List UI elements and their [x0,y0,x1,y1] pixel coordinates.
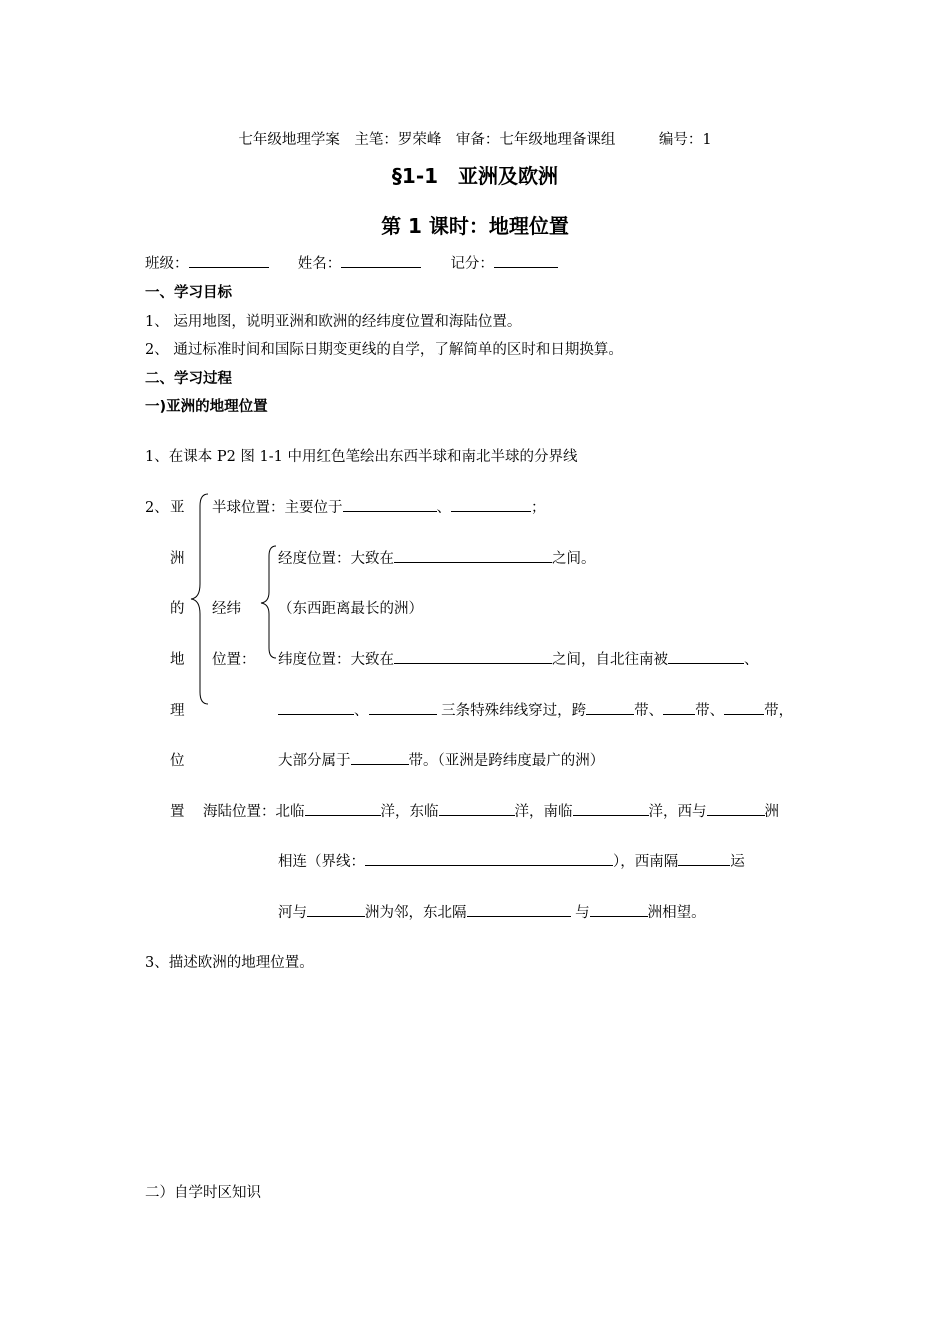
zone-blank-2[interactable] [663,700,695,715]
goal-item-2: 2、 通过标准时间和国际日期变更线的自学，了解简单的区时和日期换算。 [145,342,623,358]
vertical-char: 位 [170,753,185,769]
longitude-blank[interactable] [394,548,552,563]
vertical-char: 洲 [170,551,185,567]
hemisphere-blank-1[interactable] [343,497,437,512]
position-label: 位置： [212,652,256,668]
left-brace-icon [188,492,210,706]
east-ocean-blank[interactable] [439,801,515,816]
neighbor-continent-blank[interactable] [307,902,365,917]
goals-heading: 一、学习目标 [145,285,232,301]
longitude-note: （东西距离最长的洲） [278,601,423,617]
hemisphere-line: 半球位置：主要位于 、 ； [212,496,546,517]
small-brace-icon [258,544,278,660]
special-latitude-blank-2[interactable] [278,700,354,715]
sea-land-line-2: 相连（界线： ），西南隔 运 [278,850,745,871]
vertical-char: 的 [170,601,185,617]
timezone-subheading: 二）自学时区知识 [145,1185,261,1201]
longitude-line: 经度位置：大致在 之间。 [278,547,596,568]
sea-land-line-3: 河与 洲为邻，东北隔 与 洲相望。 [278,901,706,922]
jingwei-label: 经纬 [212,601,241,617]
lesson-title: 第 1 课时：地理位置 [381,214,569,238]
facing-continent-blank[interactable] [590,902,648,917]
goal-item-1: 1、 运用地图，说明亚洲和欧洲的经纬度位置和海陆位置。 [145,314,522,330]
main-zone-blank[interactable] [351,750,409,765]
name-label: 姓名： [297,256,342,272]
north-ocean-blank[interactable] [305,801,381,816]
boundary-blank[interactable] [365,851,613,866]
west-continent-blank[interactable] [707,801,765,816]
vertical-char: 亚 [170,500,185,516]
vertical-char: 地 [170,652,185,668]
latitude-line-2: 、 三条特殊纬线穿过，跨 带、 带、 带， [278,699,793,720]
section-title: §1-1 亚洲及欧洲 [391,164,559,188]
latitude-line: 纬度位置：大致在 之间，自北往南被 、 [278,648,759,669]
info-line [145,252,558,273]
latitude-line-3: 大部分属于 带。（亚洲是跨纬度最广的洲） [278,749,604,770]
question-1: 1、在课本 P2 图 1-1 中用红色笔绘出东西半球和南北半球的分界线 [145,449,578,465]
document-header: 七年级地理学案 主笔：罗荣峰 审备：七年级地理备课组 编号：1 [238,132,712,148]
hemisphere-blank-2[interactable] [451,497,531,512]
asia-subheading: 一)亚洲的地理位置 [145,399,268,415]
question-2-number: 2、 [145,500,169,516]
sea-land-line: 海陆位置：北临 洋，东临 洋，南临 洋，西与 洲 [203,800,779,821]
south-ocean-blank[interactable] [573,801,649,816]
special-latitude-blank-1[interactable] [668,649,744,664]
class-label: 班级： [145,256,189,272]
process-heading: 二、学习过程 [145,371,232,387]
canal-blank[interactable] [678,851,730,866]
vertical-char: 置 [170,804,185,820]
question-3: 3、描述欧洲的地理位置。 [145,955,314,971]
latitude-blank[interactable] [394,649,552,664]
score-blank[interactable] [494,253,558,268]
score-label: 记分： [450,256,494,272]
class-blank[interactable] [189,253,269,268]
strait-blank[interactable] [467,902,571,917]
zone-blank-3[interactable] [724,700,764,715]
zone-blank-1[interactable] [586,700,634,715]
special-latitude-blank-3[interactable] [369,700,437,715]
name-blank[interactable] [341,253,421,268]
vertical-char: 理 [170,703,185,719]
